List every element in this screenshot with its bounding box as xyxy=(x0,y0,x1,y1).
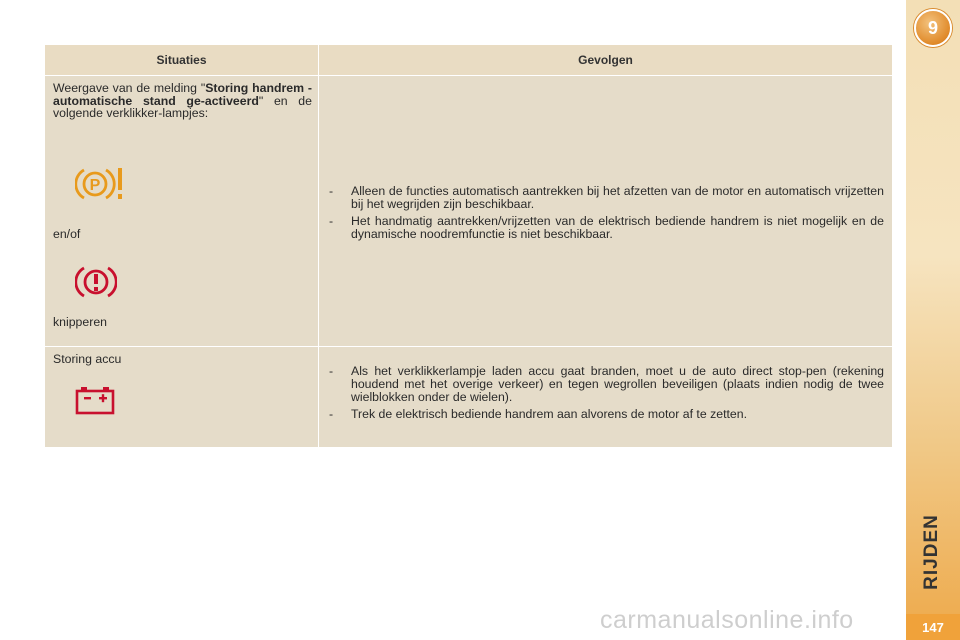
list-item: - Het handmatig aantrekken/vrijzetten van de elektrisch bediende handrem is niet mogelijk en de dynamische noodremfunctie is niet beschikbaar. xyxy=(325,215,884,241)
warning-message: Storing handrem - automatische stand ge-activeerd xyxy=(53,81,312,108)
list-item: - Als het verklikkerlampje laden accu gaat branden, moet u de auto direct stop-pen (rekening houdend met het overige verkeer) en tegen wegrollen beveiligen (plaats indien nodig de twee wielblokken onder de wielen). xyxy=(325,365,884,404)
situations-table xyxy=(45,45,892,448)
table-header-row xyxy=(45,45,892,76)
battery-warning-icon xyxy=(75,385,115,415)
svg-text:P: P xyxy=(89,177,101,194)
parking-brake-warning-icon xyxy=(75,164,127,204)
chapter-number-badge: 9 xyxy=(914,9,952,47)
bullet: - xyxy=(329,184,334,198)
bullet: - xyxy=(329,364,334,378)
watermark-text: carmanualsonline.info xyxy=(600,606,854,634)
situation-cell xyxy=(45,347,319,447)
situation-text: Storing accu xyxy=(53,352,122,366)
table-row xyxy=(45,347,892,448)
blinking-label: knipperen xyxy=(53,315,108,329)
consequence-cell xyxy=(319,76,892,346)
consequence-cell xyxy=(319,347,892,447)
header-consequences: Gevolgen xyxy=(578,53,633,67)
page-number: 147 xyxy=(906,614,960,640)
header-situations: Situaties xyxy=(45,45,319,75)
list-item: - Alleen de functies automatisch aantrekken bij het afzetten van de motor en automatisch vrijzetten bij het wegrijden zijn beschikbaar. xyxy=(325,185,884,211)
and-or-label: en/of xyxy=(53,227,81,241)
situation-text: Weergave van de melding "Storing handrem - automatische stand ge-activeerd" en de volgende verklikker-lampjes: xyxy=(53,81,312,120)
table-row xyxy=(45,76,892,347)
list-item: - Trek de elektrisch bediende handrem aan alvorens de motor af te zetten. xyxy=(325,408,884,421)
brake-warning-icon xyxy=(75,262,117,302)
chapter-title: RIJDEN xyxy=(921,514,942,590)
bullet: - xyxy=(329,407,334,421)
bullet: - xyxy=(329,214,334,228)
situation-cell xyxy=(45,76,319,346)
